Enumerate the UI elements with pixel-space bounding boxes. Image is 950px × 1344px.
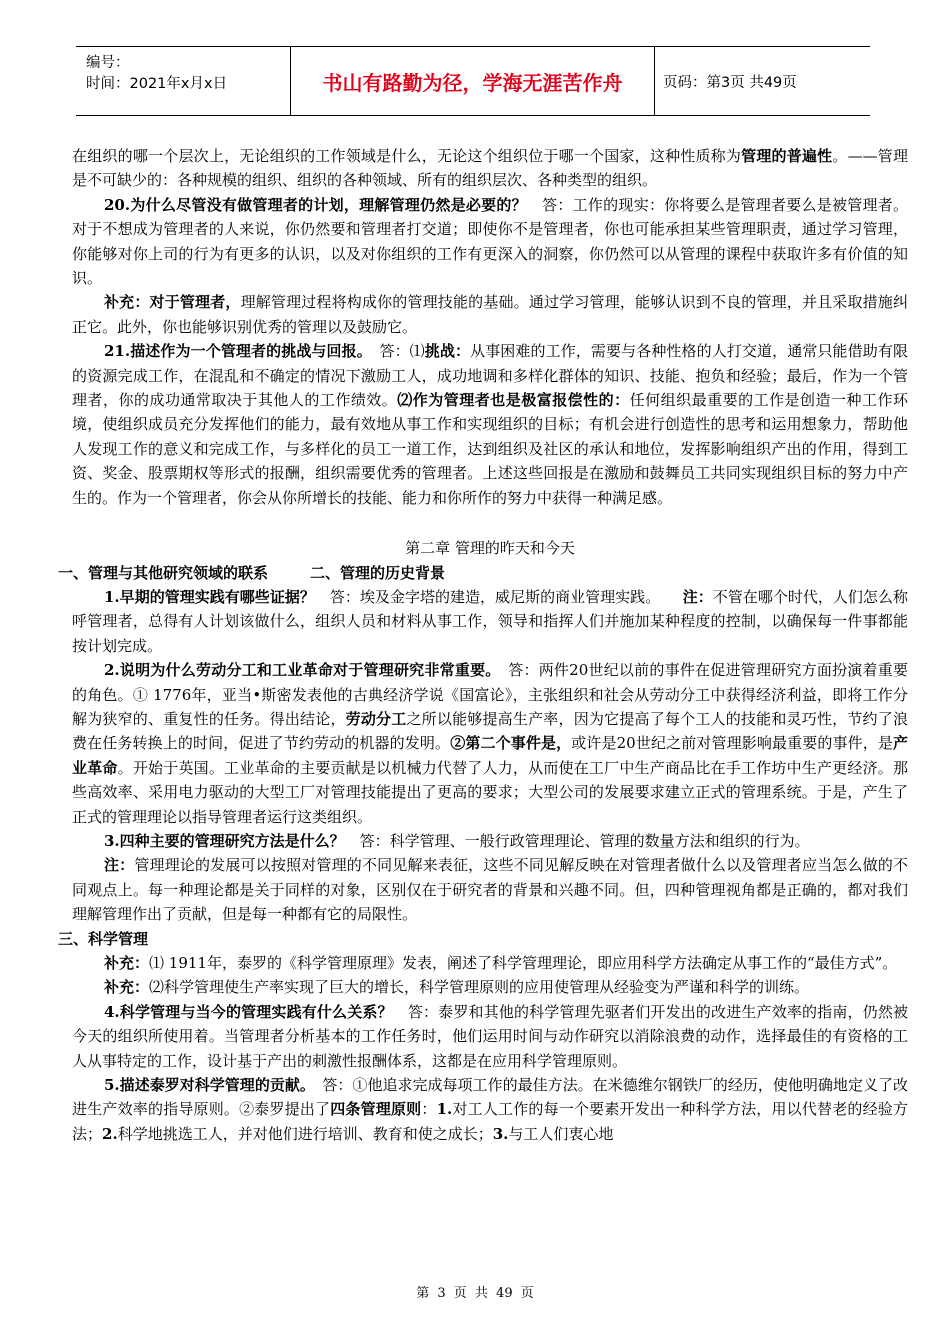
question-2: 2.说明为什么劳动分工和工业革命对于管理研究非常重要。 答：两件20世纪以前的事件在促进管理研究方面扮演着重要的角色。① 1776年，亚当•斯密发表他的古典经济学说《国富论》，主张组织和社会从劳动分工中获得经济利益，即将工作分解为狭窄的、重复性的任务。得出结论，劳动分工之所以能够提高生产率，因为它提高了每个工人的技能和灵巧性，节约了浪费在任务转换上的时间，促进了节约劳动的机器的发明。②第二个事件是，或许是20世纪之前对管理影响最重要的事件，是产业革命。开始于英国。工业革命的主要贡献是以机械力代替了人力，从而使在工厂中生产商品比在手工作坊中生产更经济。那些高效率、采用电力驱动的大型工厂对管理技能提出了更高的要求；大型公司的发展要求建立正式的管理系统。于是，产生了正式的管理理论以指导管理者运行这类组织。 <box>72 661 908 826</box>
section-heading-1-2: 一、管理与其他研究领域的联系 二、管理的历史背景 <box>58 563 446 582</box>
header-meta <box>76 47 291 115</box>
question-1: 1.早期的管理实践有哪些证据？ 答：埃及金字塔的建造，威尼斯的商业管理实践。 注：不管在哪个时代，人们怎么称呼管理者，总得有人计划该做什么，组织人员和材料从事工作，领导和指挥人们并施加某种程度的控制，以确保每一件事都能按计划完成。 <box>72 587 908 655</box>
header-page-info: 页码：第3页 共49页 <box>663 74 797 91</box>
question-5: 5.描述泰罗对科学管理的贡献。 答：①他追求完成每项工作的最佳方法。在米德维尔钢铁厂的经历，使他明确地定义了改进生产效率的指导原则。②泰罗提出了四条管理原则：1.对工人工作的每一个要素开发出一种科学方法，用以代替老的经验方法；2.科学地挑选工人，并对他们进行培训、教育和使之成长；3.与工人们衷心地 <box>72 1076 908 1143</box>
chapter-title: 第二章 管理的昨天和今天 <box>405 539 575 558</box>
page-header <box>76 46 870 116</box>
question-21: 21.描述作为一个管理者的挑战与回报。 答：⑴挑战：从事困难的工作，需要与各种性格的人打交道，通常只能借助有限的资源完成工作，在混乱和不确定的情况下激励工人，成功地调和多样化群体的知识、技能、抱负和经验；最后，作为一个管理者，你的成功通常取决于其他人的工作绩效。⑵作为管理者也是极富报偿性的：任何组织最重要的工作是创造一种工作环境，使组织成员充分发挥他们的能力，最有效地从事工作和实现组织的目标；有机会进行创造性的思考和运用想象力，帮助他人发现工作的意义和完成工作，与多样化的员工一道工作，达到组织及社区的承认和地位，发挥影响组织产出的作用，得到工资、奖金、股票期权等形式的报酬，组织需要优秀的管理者。上述这些回报是在激励和鼓舞员工共同实现组织目标的努力中产生的。作为一个管理者，你会从你所增长的技能、能力和你所作的努力中获得一种满足感。 <box>72 342 908 507</box>
question-3: 3.四种主要的管理研究方法是什么？ 答：科学管理、一般行政管理理论、管理的数量方法和组织的行为。 <box>104 831 810 850</box>
question-20: 20.为什么尽管没有做管理者的计划，理解管理仍然是必要的？ 答：工作的现实：你将要么是管理者要么是被管理者。对于不想成为管理者的人来说，你仍然要和管理者打交道；即使你不是管理者，你也可能承担某些管理职责，通过学习管理，你能够对你上司的行为有更多的认识，以及对你组织的工作有更深入的洞察，你仍然可以从管理的课程中获取许多有价值的知识。 <box>72 195 908 288</box>
header-motto: 书山有路勤为径，学海无涯苦作舟 <box>291 47 655 115</box>
section-heading-3: 三、科学管理 <box>58 929 149 948</box>
question-4: 4.科学管理与当今的管理实践有什么关系？ 答：泰罗和其他的科学管理先驱者们开发出的改进生产效率的指南，仍然被今天的组织所使用着。当管理者分析基本的工作任务时，他们运用时间与动作研究以消除浪费的动作，选择最佳的有资格的工人从事特定的工作，设计基于产出的刺激性报酬体系，这都是在应用科学管理原则。 <box>72 1002 908 1070</box>
number-label: 编号： <box>86 55 130 71</box>
main-content <box>58 144 908 1146</box>
note-paragraph: 注：管理理论的发展可以按照对管理的不同见解来表征，这些不同见解反映在对管理者做什么以及管理者应当怎么做的不同观点上。每一种理论都是关于同样的对象，区别仅在于研究者的背景和兴趣不同。但，四种管理视角都是正确的，都对我们理解管理作出了贡献，但是每一种都有它的局限性。 <box>72 856 908 924</box>
supplement-note: 补充：对于管理者，理解管理过程将构成你的管理技能的基础。通过学习管理，能够认识到不良的管理，并且采取措施纠正它。此外，你也能够识别优秀的管理以及鼓励它。 <box>72 293 908 336</box>
paragraph: 在组织的哪一个层次上，无论组织的工作领域是什么，无论这个组织位于哪一个国家，这种性质称为管理的普遍性。——管理是不可缺少的：各种规模的组织、组织的各种领域、所有的组织层次、各种类型的组织。 <box>72 147 908 190</box>
supplement-2: 补充：⑵科学管理使生产率实现了巨大的增长，科学管理原则的应用使管理从经验变为严谨和科学的训练。 <box>104 978 810 997</box>
time-label: 时间：2021年x月x日 <box>86 76 228 92</box>
supplement-1: 补充：⑴ 1911年，泰罗的《科学管理原理》发表，阐述了科学管理理论，即应用科学方法确定从事工作的“最佳方式”。 <box>104 954 898 972</box>
page-footer: 第 3 页 共 49 页 <box>416 1286 534 1301</box>
